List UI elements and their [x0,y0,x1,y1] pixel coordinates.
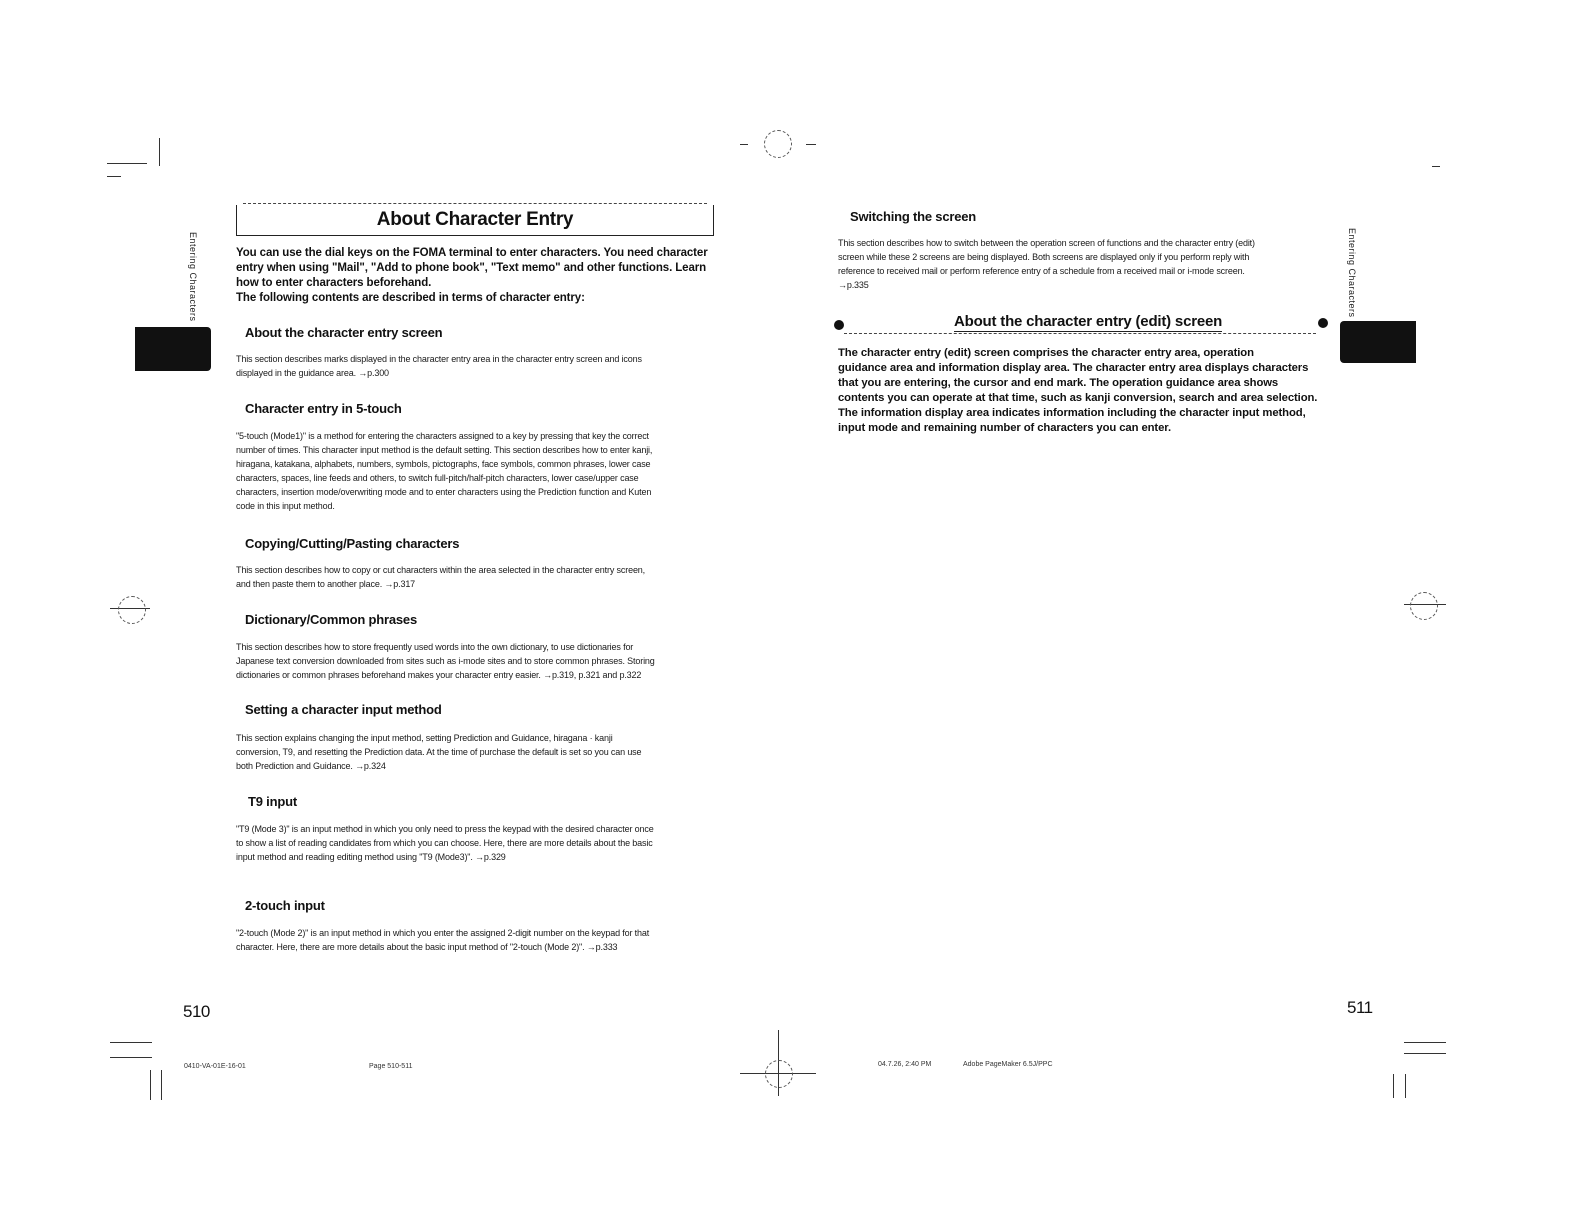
section-body [236,822,654,864]
section-title: Switching the screen [850,209,977,224]
body-line: Japanese text conversion downloaded from sites such as i-mode sites and to store common phrases. Storing [236,656,655,666]
divider [844,333,1316,334]
sub-heading: About the character entry (edit) screen [954,313,1223,330]
footer-page-range: Page 510-511 [369,1063,413,1070]
body-line: number of times. This character input method is the default setting. This section describes how to enter kanji, [236,445,653,455]
body-line: This section explains changing the input method, setting Prediction and Guidance, hiragana · kanji [236,733,613,743]
section-title: Copying/Cutting/Pasting characters [245,536,460,551]
body-line: code in this input method. [236,501,335,511]
footer-file-id: 0410-VA-01E-16-01 [184,1063,246,1070]
section-body [838,236,1255,292]
body-line: characters, insertion mode/overwriting mode and to enter characters using the Prediction function and Kuten [236,487,652,497]
body-line: hiragana, katakana, alphabets, numbers, symbols, pictographs, face symbols, common phrases, lower case [236,459,651,469]
section-body [236,429,652,513]
intro-line: You can use the dial keys on the FOMA terminal to enter characters. You need character [236,247,708,259]
side-label: Entering Characters [188,232,198,322]
section-body [236,926,649,954]
body-line: →p.335 [838,280,869,290]
bullet-dot [834,320,844,330]
section-title: T9 input [248,794,297,809]
body-line: characters, spaces, line feeds and others, to switch full-pitch/half-pitch characters, lower case/upper case [236,473,639,483]
body-line: This section describes how to switch between the operation screen of functions and the character entry (edit) [838,238,1255,248]
section-body [236,640,655,682]
intro-line: The following contents are described in terms of character entry: [236,292,585,304]
body-line: The information display area indicates information including the character input method, [838,407,1306,419]
footer-timestamp: 04.7.26, 2:40 PM [878,1061,932,1068]
section-title: Character entry in 5-touch [245,401,402,416]
section-body [236,352,642,380]
body-line: reference to received mail or perform reference entry of a schedule from a received mail or i-mode screen. [838,266,1245,276]
page-title-box [236,205,714,236]
thumb-tab [1340,321,1416,363]
registration-mark [765,1060,793,1088]
body-line: both Prediction and Guidance. →p.324 [236,761,386,771]
footer-software: Adobe PageMaker 6.5J/PPC [963,1061,1053,1068]
body-line: screen while these 2 screens are being displayed. Both screens are displayed only if you perform reply with [838,252,1250,262]
body-line: dictionaries or common phrases beforehand makes your character entry easier. →p.319, p.321 and p.322 [236,670,642,680]
body-line: "5-touch (Mode1)" is a method for entering the characters assigned to a key by pressing that key the correct [236,431,649,441]
body-line: "2-touch (Mode 2)" is an input method in which you enter the assigned 2-digit number on the keypad for that [236,928,650,938]
thumb-tab [135,327,211,371]
body-line: conversion, T9, and resetting the Prediction data. At the time of purchase the default is set so you can use [236,747,642,757]
page-number: 511 [1347,998,1373,1017]
registration-mark [118,596,146,624]
intro-line: entry when using "Mail", "Add to phone book", "Text memo" and other functions. Learn [236,262,707,274]
page-title: About Character Entry [376,209,574,230]
section-title: Dictionary/Common phrases [245,612,417,627]
body-line: This section describes marks displayed in the character entry area in the character entry screen and icons [236,354,642,364]
description-text [838,346,1317,436]
intro-line: how to enter characters beforehand. [236,277,432,289]
sub-heading-bar [838,310,1322,334]
body-line: displayed in the guidance area. →p.300 [236,368,389,378]
intro-text [236,246,708,306]
body-line: guidance area and information display area. The character entry area displays characters [838,362,1309,374]
body-line: input mode and remaining number of characters you can enter. [838,422,1171,434]
body-line: to show a list of reading candidates from which you can choose. Here, there are more details about the basic [236,838,653,848]
body-line: input method and reading editing method using "T9 (Mode3)". →p.329 [236,852,506,862]
bullet-dot [1318,318,1328,328]
side-label: Entering Characters [1347,228,1357,318]
page-number: 510 [183,1002,210,1021]
registration-mark [1410,592,1438,620]
body-line: that you are entering, the cursor and end mark. The operation guidance area shows [838,377,1279,389]
body-line: "T9 (Mode 3)" is an input method in which you only need to press the keypad with the desired character once [236,824,654,834]
registration-mark [764,130,792,158]
body-line: character. Here, there are more details about the basic input method of "2-touch (Mode 2)". →p.333 [236,942,618,952]
section-body [236,563,645,591]
section-title: Setting a character input method [245,702,442,717]
section-title: 2-touch input [245,898,325,913]
body-line: and then paste them to another place. →p.317 [236,579,416,589]
body-line: The character entry (edit) screen comprises the character entry area, operation [838,347,1254,359]
section-title: About the character entry screen [245,325,443,340]
body-line: This section describes how to store frequently used words into the own dictionary, to use dictionaries for [236,642,634,652]
body-line: This section describes how to copy or cut characters within the area selected in the character entry screen, [236,565,646,575]
body-line: contents you can operate at that time, such as kanji conversion, search and area selection. [838,392,1318,404]
section-body [236,731,641,773]
